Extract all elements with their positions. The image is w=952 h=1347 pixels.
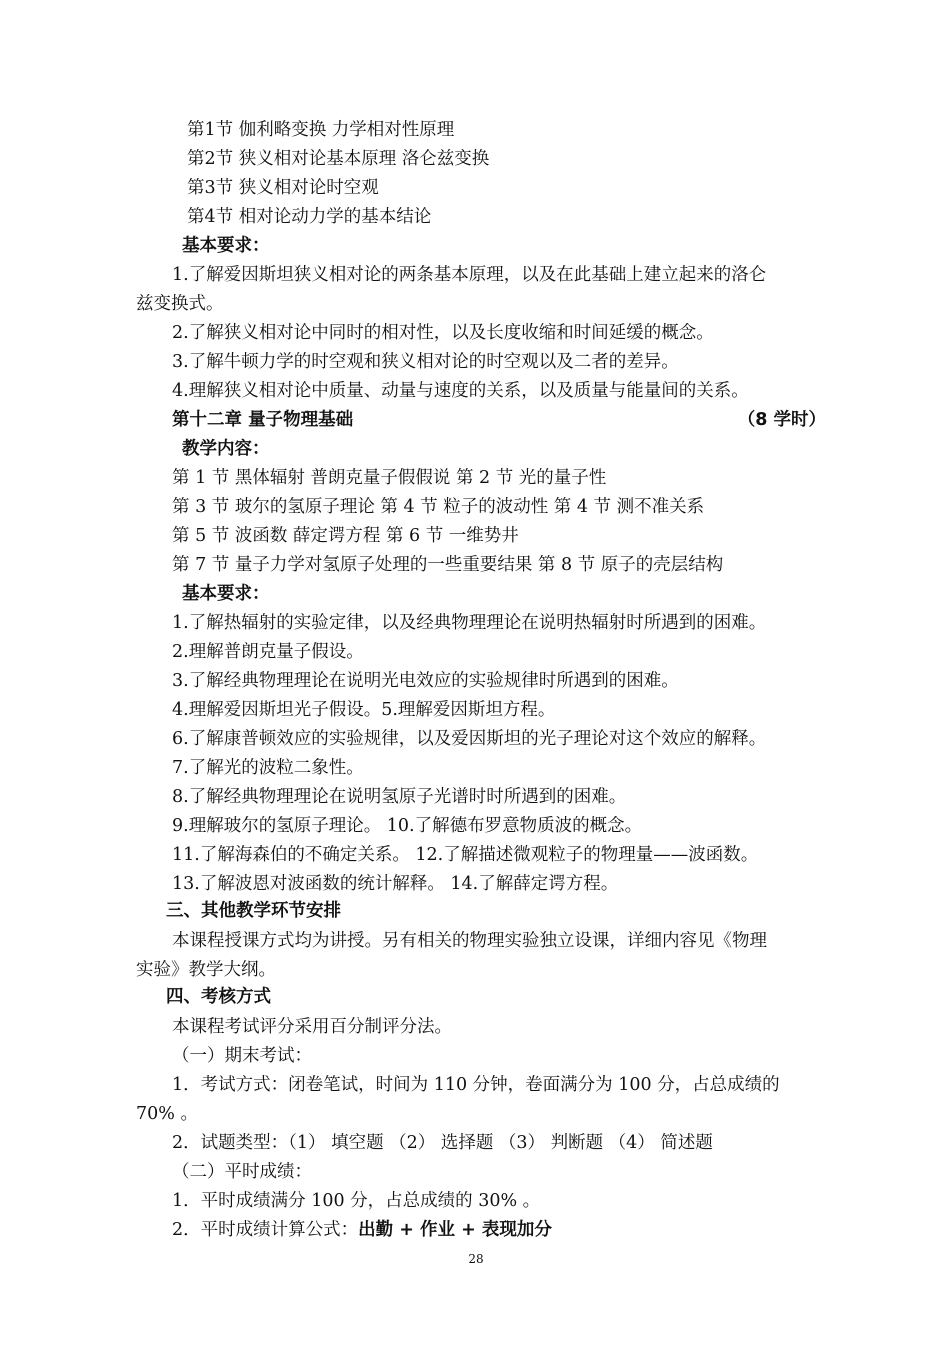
ch11-requirements-heading: 基本要求： bbox=[182, 236, 270, 256]
ch12-content-1: 第 1 节 黑体辐射 普朗克量子假假说 第 2 节 光的量子性 bbox=[172, 468, 607, 488]
ch12-content-4: 第 7 节 量子力学对氢原子处理的一些重要结果 第 8 节 原子的壳层结构 bbox=[172, 555, 724, 575]
section-4-line-3: 1．考试方式：闭卷笔试，时间为 110 分钟，卷面满分为 100 分，占总成绩的 bbox=[172, 1075, 780, 1095]
section-4-line-4: 70% 。 bbox=[136, 1104, 198, 1124]
ch11-section-2: 第2节 狭义相对论基本原理 洛仑兹变换 bbox=[187, 149, 490, 169]
formula-label: 2．平时成绩计算公式： bbox=[172, 1220, 359, 1240]
section-4-line-6: （二）平时成绩： bbox=[172, 1162, 312, 1182]
ch11-req-1-cont: 兹变换式。 bbox=[136, 294, 224, 314]
ch12-hours: （8 学时） bbox=[737, 410, 826, 430]
page-number: 28 bbox=[468, 1252, 484, 1266]
ch12-req-8: 9.理解玻尔的氢原子理论。 10.了解德布罗意物质波的概念。 bbox=[172, 816, 643, 836]
ch11-section-3: 第3节 狭义相对论时空观 bbox=[187, 178, 379, 198]
ch11-req-1: 1.了解爱因斯坦狭义相对论的两条基本原理，以及在此基础上建立起来的洛仑 bbox=[172, 265, 767, 285]
ch12-content-3: 第 5 节 波函数 薛定谔方程 第 6 节 一维势井 bbox=[172, 526, 519, 546]
ch11-section-1: 第1节 伽利略变换 力学相对性原理 bbox=[187, 120, 455, 140]
section-4-line-2: （一）期末考试： bbox=[172, 1046, 312, 1066]
section-3-line-2: 实验》教学大纲。 bbox=[136, 960, 276, 980]
ch11-req-4: 4.理解狭义相对论中质量、动量与速度的关系，以及质量与能量间的关系。 bbox=[172, 381, 749, 401]
formula-value: 出勤 + 作业 + 表现加分 bbox=[358, 1220, 552, 1240]
ch12-content-2: 第 3 节 玻尔的氢原子理论 第 4 节 粒子的波动性 第 4 节 测不准关系 bbox=[172, 497, 705, 517]
ch11-req-2: 2.了解狭义相对论中同时的相对性，以及长度收缩和时间延缓的概念。 bbox=[172, 323, 714, 343]
section-3-line-1: 本课程授课方式均为讲授。另有相关的物理实验独立设课，详细内容见《物理 bbox=[172, 931, 767, 951]
ch12-requirements-heading: 基本要求： bbox=[182, 584, 270, 604]
section-3-heading: 三、其他教学环节安排 bbox=[166, 901, 341, 921]
section-4-line-7: 1．平时成绩满分 100 分，占总成绩的 30% 。 bbox=[172, 1191, 541, 1211]
ch12-req-10: 13.了解波恩对波函数的统计解释。 14.了解薛定谔方程。 bbox=[172, 874, 619, 894]
ch12-req-6: 7.了解光的波粒二象性。 bbox=[172, 758, 364, 778]
section-4-line-5: 2．试题类型：（1） 填空题 （2） 选择题 （3） 判断题 （4） 简述题 bbox=[172, 1133, 713, 1153]
ch12-req-4: 4.理解爱因斯坦光子假设。5.理解爱因斯坦方程。 bbox=[172, 700, 556, 720]
ch12-req-5: 6.了解康普顿效应的实验规律，以及爱因斯坦的光子理论对这个效应的解释。 bbox=[172, 729, 767, 749]
ch12-req-7: 8.了解经典物理理论在说明氢原子光谱时时所遇到的困难。 bbox=[172, 787, 627, 807]
ch12-req-2: 2.理解普朗克量子假设。 bbox=[172, 642, 364, 662]
ch11-section-4: 第4节 相对论动力学的基本结论 bbox=[187, 207, 432, 227]
section-4-formula bbox=[172, 1218, 552, 1242]
ch12-req-1: 1.了解热辐射的实验定律，以及经典物理理论在说明热辐射时所遇到的困难。 bbox=[172, 613, 767, 633]
ch11-req-3: 3.了解牛顿力学的时空观和狭义相对论的时空观以及二者的差异。 bbox=[172, 352, 679, 372]
ch12-title: 第十二章 量子物理基础 bbox=[172, 410, 354, 430]
ch12-req-3: 3.了解经典物理理论在说明光电效应的实验规律时所遇到的困难。 bbox=[172, 671, 679, 691]
section-4-line-1: 本课程考试评分采用百分制评分法。 bbox=[172, 1017, 452, 1037]
ch12-req-9: 11.了解海森伯的不确定关系。 12.了解描述微观粒子的物理量——波函数。 bbox=[172, 845, 759, 865]
ch12-content-heading: 教学内容： bbox=[182, 439, 270, 459]
section-4-heading: 四、考核方式 bbox=[166, 987, 271, 1007]
